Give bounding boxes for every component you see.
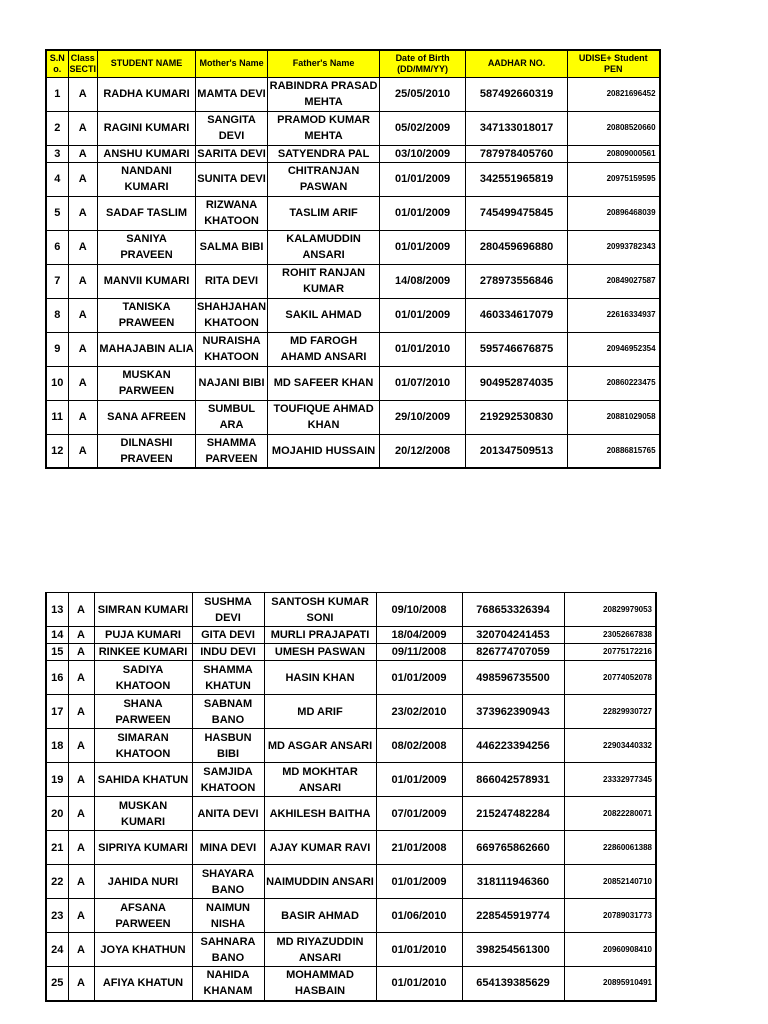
dob-cell: 01/01/2009 [380, 196, 466, 230]
pen-cell: 22860061388 [564, 831, 656, 865]
table-body-1 [46, 77, 660, 468]
dob-cell: 01/07/2010 [380, 366, 466, 400]
mother-name-cell: NAHIDA KHANAM [192, 967, 264, 1001]
sno-cell: 15 [46, 644, 68, 661]
dob-cell: 25/05/2010 [380, 77, 466, 111]
aadhar-cell: 669765862660 [462, 831, 564, 865]
class-cell: A [68, 162, 98, 196]
table-row [46, 77, 660, 111]
aadhar-cell: 745499475845 [466, 196, 568, 230]
pen-cell: 20852140710 [564, 865, 656, 899]
aadhar-cell: 866042578931 [462, 763, 564, 797]
pen-cell: 22616334937 [568, 298, 660, 332]
table-row [46, 332, 660, 366]
table-row [46, 434, 660, 468]
header-student-name: STUDENT NAME [98, 50, 196, 77]
mother-name-cell: MAMTA DEVI [196, 77, 268, 111]
pen-cell: 20822280071 [564, 797, 656, 831]
pen-cell: 20886815765 [568, 434, 660, 468]
table-row [46, 111, 660, 145]
mother-name-cell: SARITA DEVI [196, 145, 268, 162]
table-row [46, 400, 660, 434]
mother-name-cell: SAMJIDA KHATOON [192, 763, 264, 797]
header-dob: Date of Birth (DD/MM/YY) [380, 50, 466, 77]
sno-cell: 18 [46, 729, 68, 763]
sno-cell: 23 [46, 899, 68, 933]
sno-cell: 24 [46, 933, 68, 967]
dob-cell: 09/11/2008 [376, 644, 462, 661]
father-name-cell: MD RIYAZUDDIN ANSARI [264, 933, 376, 967]
table-body-2 [46, 593, 656, 1001]
student-table-1 [45, 49, 661, 469]
table-row [46, 644, 656, 661]
sno-cell: 1 [46, 77, 68, 111]
sno-cell: 5 [46, 196, 68, 230]
father-name-cell: SAKIL AHMAD [268, 298, 380, 332]
dob-cell: 01/01/2009 [376, 763, 462, 797]
pen-cell: 20881029058 [568, 400, 660, 434]
pen-cell: 20975159595 [568, 162, 660, 196]
aadhar-cell: 201347509513 [466, 434, 568, 468]
aadhar-cell: 654139385629 [462, 967, 564, 1001]
aadhar-cell: 342551965819 [466, 162, 568, 196]
table-row [46, 196, 660, 230]
dob-cell: 03/10/2009 [380, 145, 466, 162]
dob-cell: 01/01/2009 [380, 230, 466, 264]
sno-cell: 2 [46, 111, 68, 145]
dob-cell: 01/01/2010 [376, 933, 462, 967]
mother-name-cell: NAIMUN NISHA [192, 899, 264, 933]
class-cell: A [68, 145, 98, 162]
class-cell: A [68, 763, 94, 797]
student-name-cell: DILNASHI PRAVEEN [98, 434, 196, 468]
aadhar-cell: 826774707059 [462, 644, 564, 661]
dob-cell: 01/01/2009 [376, 661, 462, 695]
class-cell: A [68, 899, 94, 933]
mother-name-cell: SUMBUL ARA [196, 400, 268, 434]
aadhar-cell: 215247482284 [462, 797, 564, 831]
class-cell: A [68, 729, 94, 763]
table-row [46, 797, 656, 831]
student-name-cell: MAHAJABIN ALIA [98, 332, 196, 366]
sno-cell: 19 [46, 763, 68, 797]
pen-cell: 23052667838 [564, 627, 656, 644]
aadhar-cell: 595746676875 [466, 332, 568, 366]
class-cell: A [68, 298, 98, 332]
father-name-cell: NAIMUDDIN ANSARI [264, 865, 376, 899]
father-name-cell: BASIR AHMAD [264, 899, 376, 933]
table-row [46, 145, 660, 162]
aadhar-cell: 278973556846 [466, 264, 568, 298]
aadhar-cell: 228545919774 [462, 899, 564, 933]
sno-cell: 8 [46, 298, 68, 332]
father-name-cell: MURLI PRAJAPATI [264, 627, 376, 644]
class-cell: A [68, 366, 98, 400]
mother-name-cell: SHAMMA KHATUN [192, 661, 264, 695]
father-name-cell: SATYENDRA PAL [268, 145, 380, 162]
class-cell: A [68, 831, 94, 865]
table-row [46, 627, 656, 644]
mother-name-cell: GITA DEVI [192, 627, 264, 644]
student-name-cell: AFSANA PARWEEN [94, 899, 192, 933]
class-cell: A [68, 230, 98, 264]
header-father-name: Father's Name [268, 50, 380, 77]
pen-cell: 20860223475 [568, 366, 660, 400]
pen-cell: 20808520660 [568, 111, 660, 145]
header-class: Class SECTI [68, 50, 98, 77]
sno-cell: 11 [46, 400, 68, 434]
class-cell: A [68, 77, 98, 111]
sno-cell: 6 [46, 230, 68, 264]
father-name-cell: MOJAHID HUSSAIN [268, 434, 380, 468]
father-name-cell: MOHAMMAD HASBAIN [264, 967, 376, 1001]
dob-cell: 14/08/2009 [380, 264, 466, 298]
pen-cell: 22829930727 [564, 695, 656, 729]
sno-cell: 10 [46, 366, 68, 400]
aadhar-cell: 587492660319 [466, 77, 568, 111]
mother-name-cell: SHAMMA PARVEEN [196, 434, 268, 468]
pen-cell: 20896468039 [568, 196, 660, 230]
father-name-cell: TASLIM ARIF [268, 196, 380, 230]
pen-cell: 20774052078 [564, 661, 656, 695]
pen-cell: 20849027587 [568, 264, 660, 298]
pen-cell: 20993782343 [568, 230, 660, 264]
student-name-cell: JOYA KHATHUN [94, 933, 192, 967]
table-row [46, 366, 660, 400]
header-aadhar: AADHAR NO. [466, 50, 568, 77]
student-name-cell: SADAF TASLIM [98, 196, 196, 230]
mother-name-cell: SAHNARA BANO [192, 933, 264, 967]
sno-cell: 22 [46, 865, 68, 899]
pen-cell: 20960908410 [564, 933, 656, 967]
class-cell: A [68, 644, 94, 661]
table-row [46, 967, 656, 1001]
sno-cell: 14 [46, 627, 68, 644]
dob-cell: 01/01/2009 [380, 162, 466, 196]
aadhar-cell: 446223394256 [462, 729, 564, 763]
class-cell: A [68, 196, 98, 230]
aadhar-cell: 320704241453 [462, 627, 564, 644]
dob-cell: 23/02/2010 [376, 695, 462, 729]
dob-cell: 09/10/2008 [376, 593, 462, 627]
aadhar-cell: 373962390943 [462, 695, 564, 729]
table-row [46, 899, 656, 933]
header-row [46, 50, 660, 77]
dob-cell: 21/01/2008 [376, 831, 462, 865]
student-name-cell: AFIYA KHATUN [94, 967, 192, 1001]
dob-cell: 01/01/2010 [380, 332, 466, 366]
dob-cell: 29/10/2009 [380, 400, 466, 434]
aadhar-cell: 219292530830 [466, 400, 568, 434]
mother-name-cell: SABNAM BANO [192, 695, 264, 729]
pen-cell: 20946952354 [568, 332, 660, 366]
class-cell: A [68, 593, 94, 627]
class-cell: A [68, 661, 94, 695]
father-name-cell: SANTOSH KUMAR SONI [264, 593, 376, 627]
student-name-cell: SHANA PARWEEN [94, 695, 192, 729]
pen-cell: 23332977345 [564, 763, 656, 797]
student-name-cell: RINKEE KUMARI [94, 644, 192, 661]
father-name-cell: MD FAROGH AHAMD ANSARI [268, 332, 380, 366]
pen-cell: 20789031773 [564, 899, 656, 933]
father-name-cell: TOUFIQUE AHMAD KHAN [268, 400, 380, 434]
student-name-cell: JAHIDA NURI [94, 865, 192, 899]
aadhar-cell: 318111946360 [462, 865, 564, 899]
father-name-cell: ROHIT RANJAN KUMAR [268, 264, 380, 298]
table-row [46, 264, 660, 298]
mother-name-cell: SANGITA DEVI [196, 111, 268, 145]
mother-name-cell: RIZWANA KHATOON [196, 196, 268, 230]
sno-cell: 25 [46, 967, 68, 1001]
mother-name-cell: ANITA DEVI [192, 797, 264, 831]
mother-name-cell: RITA DEVI [196, 264, 268, 298]
sno-cell: 12 [46, 434, 68, 468]
father-name-cell: RABINDRA PRASAD MEHTA [268, 77, 380, 111]
aadhar-cell: 498596735500 [462, 661, 564, 695]
class-cell: A [68, 933, 94, 967]
student-name-cell: MUSKAN PARWEEN [98, 366, 196, 400]
student-name-cell: RAGINI KUMARI [98, 111, 196, 145]
class-cell: A [68, 967, 94, 1001]
dob-cell: 01/01/2010 [376, 967, 462, 1001]
pen-cell: 20775172216 [564, 644, 656, 661]
dob-cell: 20/12/2008 [380, 434, 466, 468]
dob-cell: 05/02/2009 [380, 111, 466, 145]
sno-cell: 9 [46, 332, 68, 366]
student-name-cell: SAHIDA KHATUN [94, 763, 192, 797]
father-name-cell: MD SAFEER KHAN [268, 366, 380, 400]
student-table-2 [45, 592, 657, 1002]
table-row [46, 831, 656, 865]
student-name-cell: SIMRAN KUMARI [94, 593, 192, 627]
mother-name-cell: INDU DEVI [192, 644, 264, 661]
class-cell: A [68, 695, 94, 729]
dob-cell: 01/06/2010 [376, 899, 462, 933]
pen-cell: 20809000561 [568, 145, 660, 162]
header-mother-name: Mother's Name [196, 50, 268, 77]
class-cell: A [68, 264, 98, 298]
header-pen: UDISE+ Student PEN [568, 50, 660, 77]
pen-cell: 20821696452 [568, 77, 660, 111]
student-name-cell: MUSKAN KUMARI [94, 797, 192, 831]
dob-cell: 18/04/2009 [376, 627, 462, 644]
pen-cell: 20829979053 [564, 593, 656, 627]
student-name-cell: NANDANI KUMARI [98, 162, 196, 196]
class-cell: A [68, 865, 94, 899]
table-row [46, 298, 660, 332]
aadhar-cell: 280459696880 [466, 230, 568, 264]
table-row [46, 162, 660, 196]
dob-cell: 01/01/2009 [376, 865, 462, 899]
table-row [46, 865, 656, 899]
mother-name-cell: SUNITA DEVI [196, 162, 268, 196]
student-name-cell: SIPRIYA KUMARI [94, 831, 192, 865]
father-name-cell: MD ASGAR ANSARI [264, 729, 376, 763]
table-row [46, 661, 656, 695]
student-name-cell: TANISKA PRAWEEN [98, 298, 196, 332]
father-name-cell: MD ARIF [264, 695, 376, 729]
class-cell: A [68, 111, 98, 145]
student-name-cell: SANA AFREEN [98, 400, 196, 434]
table-row [46, 729, 656, 763]
mother-name-cell: SHAHJAHAN KHATOON [196, 298, 268, 332]
sno-cell: 13 [46, 593, 68, 627]
mother-name-cell: SALMA BIBI [196, 230, 268, 264]
father-name-cell: CHITRANJAN PASWAN [268, 162, 380, 196]
father-name-cell: AKHILESH BAITHA [264, 797, 376, 831]
mother-name-cell: NAJANI BIBI [196, 366, 268, 400]
dob-cell: 01/01/2009 [380, 298, 466, 332]
dob-cell: 07/01/2009 [376, 797, 462, 831]
student-name-cell: ANSHU KUMARI [98, 145, 196, 162]
aadhar-cell: 904952874035 [466, 366, 568, 400]
mother-name-cell: NURAISHA KHATOON [196, 332, 268, 366]
table-row [46, 695, 656, 729]
aadhar-cell: 460334617079 [466, 298, 568, 332]
father-name-cell: PRAMOD KUMAR MEHTA [268, 111, 380, 145]
student-name-cell: PUJA KUMARI [94, 627, 192, 644]
aadhar-cell: 787978405760 [466, 145, 568, 162]
class-cell: A [68, 627, 94, 644]
student-name-cell: SANIYA PRAVEEN [98, 230, 196, 264]
aadhar-cell: 347133018017 [466, 111, 568, 145]
student-name-cell: SIMARAN KHATOON [94, 729, 192, 763]
father-name-cell: HASIN KHAN [264, 661, 376, 695]
table-row [46, 763, 656, 797]
sno-cell: 3 [46, 145, 68, 162]
sno-cell: 20 [46, 797, 68, 831]
father-name-cell: UMESH PASWAN [264, 644, 376, 661]
father-name-cell: MD MOKHTAR ANSARI [264, 763, 376, 797]
student-name-cell: RADHA KUMARI [98, 77, 196, 111]
mother-name-cell: SHAYARA BANO [192, 865, 264, 899]
mother-name-cell: MINA DEVI [192, 831, 264, 865]
class-cell: A [68, 400, 98, 434]
student-name-cell: MANVII KUMARI [98, 264, 196, 298]
pen-cell: 20895910491 [564, 967, 656, 1001]
sno-cell: 16 [46, 661, 68, 695]
dob-cell: 08/02/2008 [376, 729, 462, 763]
student-name-cell: SADIYA KHATOON [94, 661, 192, 695]
pen-cell: 22903440332 [564, 729, 656, 763]
sno-cell: 21 [46, 831, 68, 865]
father-name-cell: AJAY KUMAR RAVI [264, 831, 376, 865]
sno-cell: 7 [46, 264, 68, 298]
father-name-cell: KALAMUDDIN ANSARI [268, 230, 380, 264]
class-cell: A [68, 797, 94, 831]
aadhar-cell: 768653326394 [462, 593, 564, 627]
class-cell: A [68, 332, 98, 366]
mother-name-cell: HASBUN BIBI [192, 729, 264, 763]
sno-cell: 4 [46, 162, 68, 196]
header-sno: S.N o. [46, 50, 68, 77]
table-row [46, 933, 656, 967]
mother-name-cell: SUSHMA DEVI [192, 593, 264, 627]
aadhar-cell: 398254561300 [462, 933, 564, 967]
table-row [46, 230, 660, 264]
class-cell: A [68, 434, 98, 468]
sno-cell: 17 [46, 695, 68, 729]
table-row [46, 593, 656, 627]
